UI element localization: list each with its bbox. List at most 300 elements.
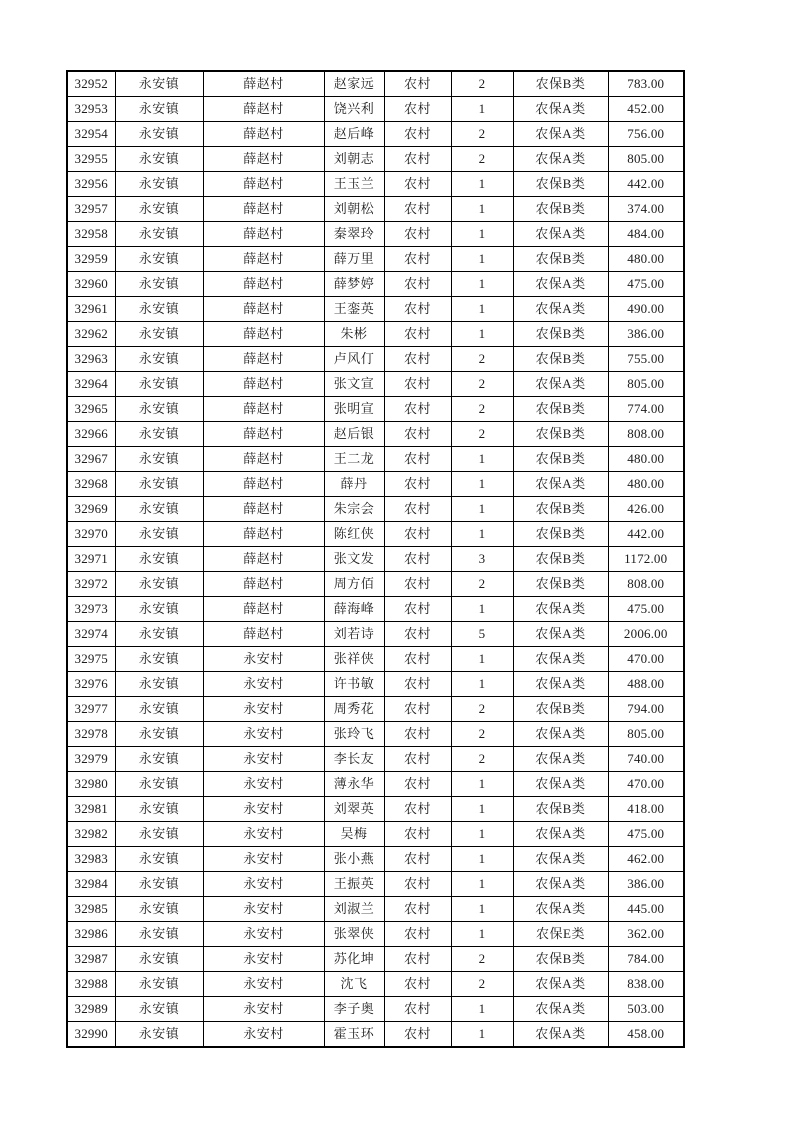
cell-village: 永安村 xyxy=(203,972,324,997)
cell-household_type: 农村 xyxy=(384,472,451,497)
cell-record_id: 32960 xyxy=(67,272,115,297)
cell-village: 永安村 xyxy=(203,647,324,672)
table-row xyxy=(67,822,684,847)
cell-person_count: 2 xyxy=(451,147,513,172)
cell-amount: 362.00 xyxy=(608,922,684,947)
cell-record_id: 32988 xyxy=(67,972,115,997)
cell-household_type: 农村 xyxy=(384,397,451,422)
cell-insurance_category: 农保B类 xyxy=(513,247,608,272)
cell-amount: 805.00 xyxy=(608,147,684,172)
cell-person_name: 张祥侠 xyxy=(324,647,384,672)
cell-household_type: 农村 xyxy=(384,597,451,622)
cell-person_count: 1 xyxy=(451,447,513,472)
cell-amount: 740.00 xyxy=(608,747,684,772)
cell-person_count: 1 xyxy=(451,647,513,672)
cell-amount: 452.00 xyxy=(608,97,684,122)
cell-household_type: 农村 xyxy=(384,572,451,597)
cell-village: 永安村 xyxy=(203,822,324,847)
cell-record_id: 32952 xyxy=(67,71,115,97)
table-row xyxy=(67,947,684,972)
cell-insurance_category: 农保A类 xyxy=(513,622,608,647)
cell-amount: 458.00 xyxy=(608,1022,684,1048)
cell-record_id: 32973 xyxy=(67,597,115,622)
cell-person_count: 2 xyxy=(451,697,513,722)
cell-person_count: 1 xyxy=(451,797,513,822)
cell-amount: 783.00 xyxy=(608,71,684,97)
table-row xyxy=(67,972,684,997)
cell-amount: 475.00 xyxy=(608,597,684,622)
cell-record_id: 32990 xyxy=(67,1022,115,1048)
cell-insurance_category: 农保B类 xyxy=(513,447,608,472)
cell-town: 永安镇 xyxy=(115,697,203,722)
cell-person_name: 卢风仃 xyxy=(324,347,384,372)
cell-town: 永安镇 xyxy=(115,572,203,597)
cell-insurance_category: 农保A类 xyxy=(513,747,608,772)
cell-town: 永安镇 xyxy=(115,197,203,222)
cell-amount: 374.00 xyxy=(608,197,684,222)
cell-village: 薛赵村 xyxy=(203,572,324,597)
table-row xyxy=(67,297,684,322)
cell-person_name: 张明宣 xyxy=(324,397,384,422)
cell-village: 永安村 xyxy=(203,672,324,697)
cell-insurance_category: 农保A类 xyxy=(513,122,608,147)
cell-town: 永安镇 xyxy=(115,672,203,697)
table-row xyxy=(67,397,684,422)
table-row xyxy=(67,572,684,597)
cell-person_name: 李子奥 xyxy=(324,997,384,1022)
cell-person_count: 2 xyxy=(451,422,513,447)
cell-insurance_category: 农保B类 xyxy=(513,322,608,347)
cell-village: 薛赵村 xyxy=(203,297,324,322)
cell-person_count: 2 xyxy=(451,347,513,372)
table-row xyxy=(67,472,684,497)
cell-person_name: 王銮英 xyxy=(324,297,384,322)
cell-amount: 418.00 xyxy=(608,797,684,822)
cell-insurance_category: 农保A类 xyxy=(513,647,608,672)
cell-person_count: 1 xyxy=(451,272,513,297)
cell-town: 永安镇 xyxy=(115,622,203,647)
cell-village: 永安村 xyxy=(203,997,324,1022)
cell-person_count: 1 xyxy=(451,847,513,872)
cell-record_id: 32962 xyxy=(67,322,115,347)
cell-household_type: 农村 xyxy=(384,197,451,222)
cell-person_count: 1 xyxy=(451,872,513,897)
cell-person_count: 1 xyxy=(451,247,513,272)
cell-town: 永安镇 xyxy=(115,497,203,522)
cell-person_name: 王二龙 xyxy=(324,447,384,472)
cell-person_count: 2 xyxy=(451,972,513,997)
cell-town: 永安镇 xyxy=(115,147,203,172)
cell-town: 永安镇 xyxy=(115,322,203,347)
table-row xyxy=(67,172,684,197)
cell-insurance_category: 农保A类 xyxy=(513,897,608,922)
cell-person_count: 1 xyxy=(451,672,513,697)
cell-person_count: 5 xyxy=(451,622,513,647)
table-row xyxy=(67,772,684,797)
cell-household_type: 农村 xyxy=(384,897,451,922)
cell-record_id: 32961 xyxy=(67,297,115,322)
table-row xyxy=(67,747,684,772)
cell-household_type: 农村 xyxy=(384,347,451,372)
table-row xyxy=(67,547,684,572)
cell-insurance_category: 农保B类 xyxy=(513,697,608,722)
cell-town: 永安镇 xyxy=(115,822,203,847)
cell-person_count: 1 xyxy=(451,222,513,247)
cell-town: 永安镇 xyxy=(115,997,203,1022)
cell-record_id: 32959 xyxy=(67,247,115,272)
cell-person_name: 陈红侠 xyxy=(324,522,384,547)
cell-insurance_category: 农保A类 xyxy=(513,872,608,897)
cell-household_type: 农村 xyxy=(384,872,451,897)
table-row xyxy=(67,322,684,347)
cell-insurance_category: 农保B类 xyxy=(513,572,608,597)
table-row xyxy=(67,622,684,647)
cell-village: 薛赵村 xyxy=(203,172,324,197)
cell-village: 薛赵村 xyxy=(203,147,324,172)
table-row xyxy=(67,347,684,372)
cell-person_name: 王振英 xyxy=(324,872,384,897)
cell-record_id: 32980 xyxy=(67,772,115,797)
cell-person_name: 薄永华 xyxy=(324,772,384,797)
cell-town: 永安镇 xyxy=(115,722,203,747)
cell-village: 薛赵村 xyxy=(203,122,324,147)
cell-household_type: 农村 xyxy=(384,972,451,997)
cell-amount: 480.00 xyxy=(608,247,684,272)
cell-village: 永安村 xyxy=(203,747,324,772)
cell-insurance_category: 农保B类 xyxy=(513,422,608,447)
cell-insurance_category: 农保B类 xyxy=(513,797,608,822)
cell-amount: 480.00 xyxy=(608,447,684,472)
cell-insurance_category: 农保A类 xyxy=(513,997,608,1022)
cell-person_count: 1 xyxy=(451,472,513,497)
table-row xyxy=(67,522,684,547)
table-row xyxy=(67,222,684,247)
cell-record_id: 32984 xyxy=(67,872,115,897)
cell-insurance_category: 农保B类 xyxy=(513,347,608,372)
cell-insurance_category: 农保A类 xyxy=(513,147,608,172)
cell-amount: 442.00 xyxy=(608,522,684,547)
cell-village: 薛赵村 xyxy=(203,622,324,647)
cell-record_id: 32974 xyxy=(67,622,115,647)
cell-amount: 805.00 xyxy=(608,372,684,397)
cell-household_type: 农村 xyxy=(384,447,451,472)
cell-village: 薛赵村 xyxy=(203,497,324,522)
table-row xyxy=(67,847,684,872)
cell-village: 永安村 xyxy=(203,1022,324,1048)
cell-amount: 386.00 xyxy=(608,872,684,897)
cell-household_type: 农村 xyxy=(384,122,451,147)
cell-record_id: 32970 xyxy=(67,522,115,547)
cell-household_type: 农村 xyxy=(384,147,451,172)
cell-person_count: 1 xyxy=(451,997,513,1022)
cell-village: 薛赵村 xyxy=(203,397,324,422)
cell-record_id: 32958 xyxy=(67,222,115,247)
cell-household_type: 农村 xyxy=(384,372,451,397)
cell-record_id: 32985 xyxy=(67,897,115,922)
cell-town: 永安镇 xyxy=(115,97,203,122)
cell-town: 永安镇 xyxy=(115,472,203,497)
cell-village: 薛赵村 xyxy=(203,197,324,222)
cell-village: 薛赵村 xyxy=(203,322,324,347)
cell-record_id: 32982 xyxy=(67,822,115,847)
cell-household_type: 农村 xyxy=(384,322,451,347)
cell-insurance_category: 农保A类 xyxy=(513,372,608,397)
cell-person_name: 张小燕 xyxy=(324,847,384,872)
cell-amount: 484.00 xyxy=(608,222,684,247)
table-row xyxy=(67,197,684,222)
cell-town: 永安镇 xyxy=(115,797,203,822)
cell-household_type: 农村 xyxy=(384,622,451,647)
cell-town: 永安镇 xyxy=(115,297,203,322)
cell-record_id: 32956 xyxy=(67,172,115,197)
cell-village: 薛赵村 xyxy=(203,547,324,572)
table-row xyxy=(67,922,684,947)
cell-insurance_category: 农保A类 xyxy=(513,972,608,997)
cell-person_count: 2 xyxy=(451,747,513,772)
cell-household_type: 农村 xyxy=(384,797,451,822)
cell-person_count: 1 xyxy=(451,922,513,947)
cell-amount: 470.00 xyxy=(608,772,684,797)
cell-household_type: 农村 xyxy=(384,847,451,872)
cell-town: 永安镇 xyxy=(115,422,203,447)
cell-record_id: 32975 xyxy=(67,647,115,672)
cell-person_name: 薛丹 xyxy=(324,472,384,497)
cell-person_name: 沈飞 xyxy=(324,972,384,997)
cell-town: 永安镇 xyxy=(115,172,203,197)
cell-person_name: 朱宗会 xyxy=(324,497,384,522)
cell-person_count: 2 xyxy=(451,947,513,972)
cell-household_type: 农村 xyxy=(384,522,451,547)
cell-amount: 426.00 xyxy=(608,497,684,522)
cell-insurance_category: 农保B类 xyxy=(513,497,608,522)
cell-village: 薛赵村 xyxy=(203,522,324,547)
cell-village: 永安村 xyxy=(203,897,324,922)
cell-town: 永安镇 xyxy=(115,122,203,147)
table-row xyxy=(67,422,684,447)
cell-person_name: 赵家远 xyxy=(324,71,384,97)
cell-record_id: 32978 xyxy=(67,722,115,747)
cell-household_type: 农村 xyxy=(384,272,451,297)
cell-town: 永安镇 xyxy=(115,972,203,997)
cell-amount: 774.00 xyxy=(608,397,684,422)
cell-village: 薛赵村 xyxy=(203,222,324,247)
cell-person_name: 王玉兰 xyxy=(324,172,384,197)
cell-household_type: 农村 xyxy=(384,1022,451,1048)
cell-person_count: 1 xyxy=(451,822,513,847)
cell-amount: 462.00 xyxy=(608,847,684,872)
cell-person_count: 2 xyxy=(451,122,513,147)
cell-person_count: 2 xyxy=(451,372,513,397)
cell-town: 永安镇 xyxy=(115,347,203,372)
table-row xyxy=(67,272,684,297)
cell-village: 永安村 xyxy=(203,847,324,872)
cell-town: 永安镇 xyxy=(115,647,203,672)
cell-town: 永安镇 xyxy=(115,947,203,972)
cell-town: 永安镇 xyxy=(115,272,203,297)
cell-person_name: 刘朝松 xyxy=(324,197,384,222)
cell-person_count: 2 xyxy=(451,572,513,597)
cell-person_count: 1 xyxy=(451,1022,513,1048)
cell-village: 薛赵村 xyxy=(203,597,324,622)
cell-insurance_category: 农保A类 xyxy=(513,1022,608,1048)
cell-household_type: 农村 xyxy=(384,922,451,947)
cell-record_id: 32972 xyxy=(67,572,115,597)
cell-person_name: 刘淑兰 xyxy=(324,897,384,922)
cell-record_id: 32971 xyxy=(67,547,115,572)
cell-record_id: 32963 xyxy=(67,347,115,372)
cell-person_name: 霍玉环 xyxy=(324,1022,384,1048)
cell-amount: 445.00 xyxy=(608,897,684,922)
cell-town: 永安镇 xyxy=(115,547,203,572)
cell-insurance_category: 农保B类 xyxy=(513,397,608,422)
table-row xyxy=(67,797,684,822)
cell-person_count: 1 xyxy=(451,97,513,122)
table-row xyxy=(67,647,684,672)
cell-record_id: 32954 xyxy=(67,122,115,147)
cell-amount: 442.00 xyxy=(608,172,684,197)
cell-amount: 808.00 xyxy=(608,422,684,447)
cell-insurance_category: 农保A类 xyxy=(513,822,608,847)
cell-amount: 470.00 xyxy=(608,647,684,672)
cell-amount: 488.00 xyxy=(608,672,684,697)
table-row xyxy=(67,872,684,897)
cell-person_count: 1 xyxy=(451,322,513,347)
cell-village: 永安村 xyxy=(203,947,324,972)
cell-record_id: 32969 xyxy=(67,497,115,522)
cell-amount: 480.00 xyxy=(608,472,684,497)
cell-amount: 805.00 xyxy=(608,722,684,747)
cell-amount: 503.00 xyxy=(608,997,684,1022)
cell-village: 薛赵村 xyxy=(203,447,324,472)
cell-village: 永安村 xyxy=(203,697,324,722)
table-row xyxy=(67,997,684,1022)
cell-household_type: 农村 xyxy=(384,822,451,847)
insurance-roster-table xyxy=(66,70,685,1048)
cell-insurance_category: 农保B类 xyxy=(513,947,608,972)
cell-person_count: 3 xyxy=(451,547,513,572)
cell-person_name: 朱彬 xyxy=(324,322,384,347)
table-row xyxy=(67,897,684,922)
cell-person_name: 张文宣 xyxy=(324,372,384,397)
cell-household_type: 农村 xyxy=(384,497,451,522)
cell-town: 永安镇 xyxy=(115,872,203,897)
cell-person_name: 赵后银 xyxy=(324,422,384,447)
cell-person_name: 刘若诗 xyxy=(324,622,384,647)
cell-town: 永安镇 xyxy=(115,522,203,547)
cell-record_id: 32976 xyxy=(67,672,115,697)
cell-town: 永安镇 xyxy=(115,247,203,272)
cell-household_type: 农村 xyxy=(384,297,451,322)
table-row xyxy=(67,722,684,747)
cell-person_count: 1 xyxy=(451,197,513,222)
cell-town: 永安镇 xyxy=(115,597,203,622)
cell-insurance_category: 农保A类 xyxy=(513,597,608,622)
cell-record_id: 32979 xyxy=(67,747,115,772)
cell-household_type: 农村 xyxy=(384,71,451,97)
cell-town: 永安镇 xyxy=(115,71,203,97)
cell-village: 薛赵村 xyxy=(203,372,324,397)
cell-household_type: 农村 xyxy=(384,422,451,447)
cell-amount: 490.00 xyxy=(608,297,684,322)
cell-village: 薛赵村 xyxy=(203,347,324,372)
cell-person_name: 张翠侠 xyxy=(324,922,384,947)
cell-household_type: 农村 xyxy=(384,747,451,772)
cell-village: 薛赵村 xyxy=(203,71,324,97)
cell-household_type: 农村 xyxy=(384,547,451,572)
cell-person_count: 1 xyxy=(451,772,513,797)
cell-village: 永安村 xyxy=(203,772,324,797)
cell-record_id: 32986 xyxy=(67,922,115,947)
cell-amount: 808.00 xyxy=(608,572,684,597)
cell-person_name: 赵后峰 xyxy=(324,122,384,147)
table-row xyxy=(67,497,684,522)
cell-village: 薛赵村 xyxy=(203,422,324,447)
cell-village: 永安村 xyxy=(203,872,324,897)
cell-amount: 475.00 xyxy=(608,272,684,297)
cell-person_name: 刘朝志 xyxy=(324,147,384,172)
cell-person_name: 苏化坤 xyxy=(324,947,384,972)
cell-person_count: 2 xyxy=(451,71,513,97)
cell-person_count: 1 xyxy=(451,897,513,922)
cell-person_name: 李长友 xyxy=(324,747,384,772)
table-row xyxy=(67,97,684,122)
table-row xyxy=(67,71,684,97)
table-row xyxy=(67,597,684,622)
cell-amount: 838.00 xyxy=(608,972,684,997)
cell-household_type: 农村 xyxy=(384,697,451,722)
cell-insurance_category: 农保A类 xyxy=(513,847,608,872)
cell-record_id: 32965 xyxy=(67,397,115,422)
cell-insurance_category: 农保B类 xyxy=(513,71,608,97)
table-row xyxy=(67,372,684,397)
cell-town: 永安镇 xyxy=(115,922,203,947)
cell-person_name: 周秀花 xyxy=(324,697,384,722)
cell-village: 薛赵村 xyxy=(203,272,324,297)
table-row xyxy=(67,1022,684,1048)
cell-person_name: 秦翠玲 xyxy=(324,222,384,247)
cell-person_count: 1 xyxy=(451,597,513,622)
cell-village: 永安村 xyxy=(203,922,324,947)
cell-town: 永安镇 xyxy=(115,397,203,422)
cell-household_type: 农村 xyxy=(384,222,451,247)
cell-village: 薛赵村 xyxy=(203,97,324,122)
cell-household_type: 农村 xyxy=(384,772,451,797)
cell-record_id: 32953 xyxy=(67,97,115,122)
cell-person_name: 吴梅 xyxy=(324,822,384,847)
cell-amount: 755.00 xyxy=(608,347,684,372)
cell-person_name: 薛万里 xyxy=(324,247,384,272)
cell-insurance_category: 农保A类 xyxy=(513,272,608,297)
cell-insurance_category: 农保A类 xyxy=(513,297,608,322)
cell-household_type: 农村 xyxy=(384,647,451,672)
cell-insurance_category: 农保A类 xyxy=(513,222,608,247)
cell-record_id: 32964 xyxy=(67,372,115,397)
cell-insurance_category: 农保B类 xyxy=(513,522,608,547)
cell-person_count: 1 xyxy=(451,522,513,547)
cell-insurance_category: 农保B类 xyxy=(513,172,608,197)
cell-town: 永安镇 xyxy=(115,1022,203,1048)
cell-town: 永安镇 xyxy=(115,847,203,872)
cell-household_type: 农村 xyxy=(384,722,451,747)
cell-insurance_category: 农保A类 xyxy=(513,772,608,797)
cell-amount: 2006.00 xyxy=(608,622,684,647)
cell-amount: 784.00 xyxy=(608,947,684,972)
cell-record_id: 32968 xyxy=(67,472,115,497)
cell-record_id: 32957 xyxy=(67,197,115,222)
cell-person_name: 薛梦婷 xyxy=(324,272,384,297)
cell-amount: 756.00 xyxy=(608,122,684,147)
cell-person_count: 2 xyxy=(451,397,513,422)
